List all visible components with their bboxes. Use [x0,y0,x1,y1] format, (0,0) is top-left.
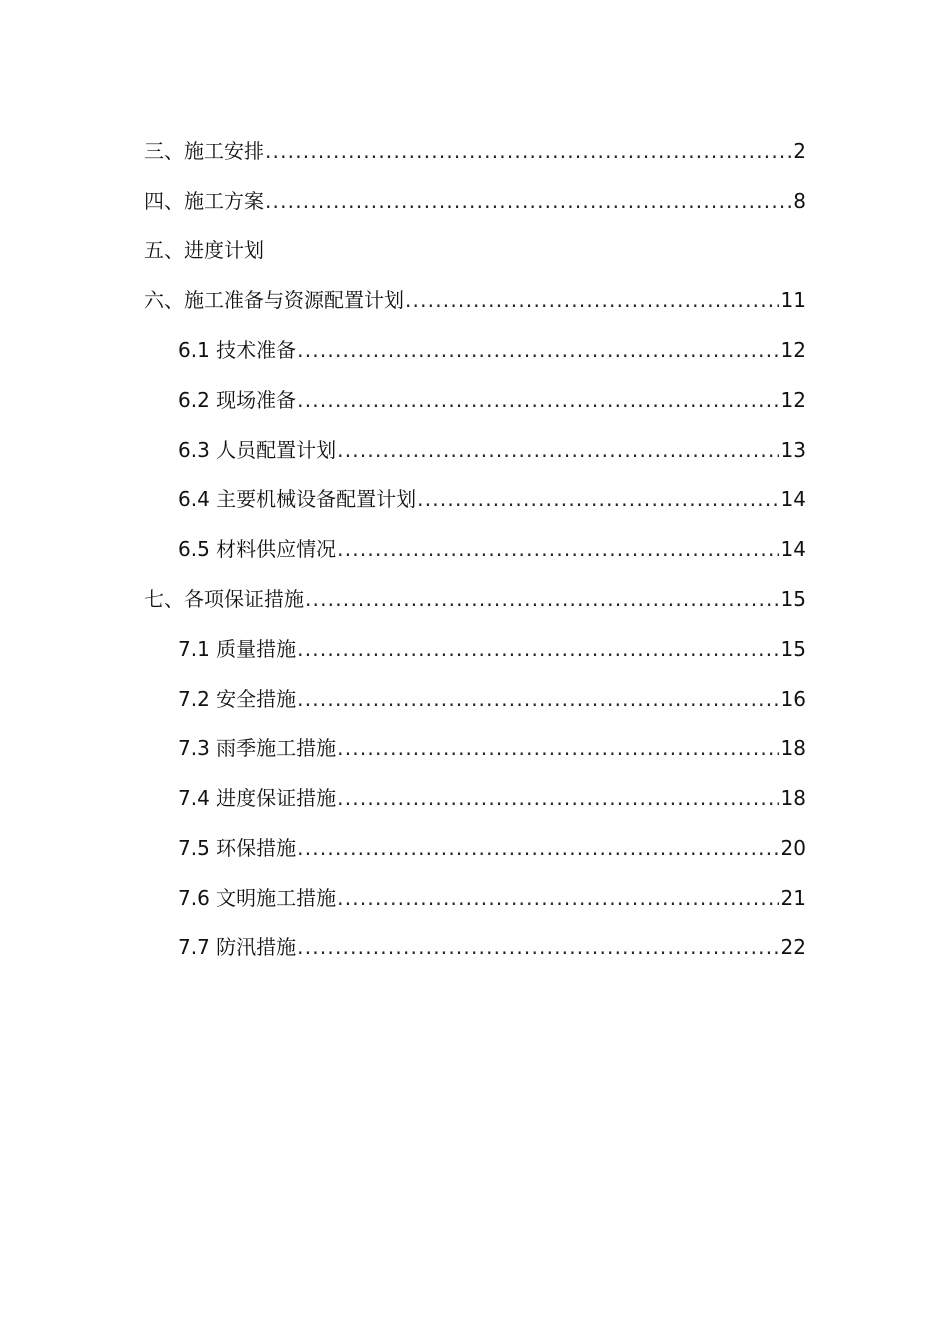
dot-leader [297,634,778,664]
toc-entry-title: 七、各项保证措施 [144,587,304,611]
toc-entry-6-4[interactable] [178,484,806,514]
toc-entry-7-6[interactable] [178,883,806,913]
toc-entry-7-4[interactable] [178,783,806,813]
dot-leader [265,186,791,216]
toc-entry-page-number: 15 [780,637,806,661]
toc-entry-title: 7.5 环保措施 [178,836,297,860]
toc-entry-title: 五、进度计划 [144,238,264,262]
toc-entry-section-6[interactable] [144,285,806,315]
toc-entry-title: 六、施工准备与资源配置计划 [144,288,404,312]
dot-leader [297,833,778,863]
toc-entry-title: 6.3 人员配置计划 [178,438,337,462]
dot-leader [337,733,778,763]
toc-entry-page-number: 18 [780,736,806,760]
toc-entry-title: 三、施工安排 [144,139,264,163]
toc-entry-title: 7.7 防汛措施 [178,935,297,959]
toc-entry-7-3[interactable] [178,733,806,763]
dot-leader [337,534,778,564]
toc-entry-section-4[interactable] [144,186,806,216]
toc-entry-6-3[interactable] [178,435,806,465]
toc-entry-title: 7.2 安全措施 [178,687,297,711]
toc-entry-7-1[interactable] [178,634,806,664]
toc-entry-page-number: 21 [780,886,806,910]
toc-entry-title: 6.5 材料供应情况 [178,537,337,561]
toc-entry-title: 7.4 进度保证措施 [178,786,337,810]
toc-entry-page-number: 8 [793,189,806,213]
toc-entry-section-3[interactable] [144,136,806,166]
dot-leader [297,385,778,415]
toc-entry-page-number: 22 [780,935,806,959]
toc-entry-page-number: 14 [780,537,806,561]
toc-entry-title: 6.4 主要机械设备配置计划 [178,487,417,511]
dot-leader [297,335,778,365]
toc-entry-section-7[interactable] [144,584,806,614]
toc-entry-7-7[interactable] [178,932,806,962]
dot-leader [405,285,779,315]
toc-entry-page-number: 16 [780,687,806,711]
dot-leader [297,684,778,714]
toc-entry-title: 6.1 技术准备 [178,338,297,362]
toc-entry-page-number: 12 [780,338,806,362]
toc-entry-page-number: 15 [780,587,806,611]
toc-entry-title: 四、施工方案 [144,189,264,213]
dot-leader [417,484,778,514]
toc-entry-title: 7.1 质量措施 [178,637,297,661]
toc-entry-page-number: 18 [780,786,806,810]
dot-leader [297,932,778,962]
toc-entry-page-number: 12 [780,388,806,412]
dot-leader [337,783,778,813]
toc-entry-6-1[interactable] [178,335,806,365]
dot-leader [337,883,778,913]
toc-entry-title: 7.6 文明施工措施 [178,886,337,910]
toc-entry-page-number: 11 [780,288,806,312]
toc-entry-page-number: 13 [780,438,806,462]
toc-entry-section-5[interactable] [144,235,776,265]
toc-entry-6-2[interactable] [178,385,806,415]
toc-entry-page-number: 20 [780,836,806,860]
dot-leader [265,136,791,166]
dot-leader [337,435,778,465]
toc-entry-7-2[interactable] [178,684,806,714]
toc-entry-6-5[interactable] [178,534,806,564]
dot-leader [305,584,779,614]
toc-entry-page-number: 2 [793,139,806,163]
toc-entry-title: 7.3 雨季施工措施 [178,736,337,760]
toc-entry-page-number: 14 [780,487,806,511]
toc-entry-7-5[interactable] [178,833,806,863]
toc-entry-title: 6.2 现场准备 [178,388,297,412]
